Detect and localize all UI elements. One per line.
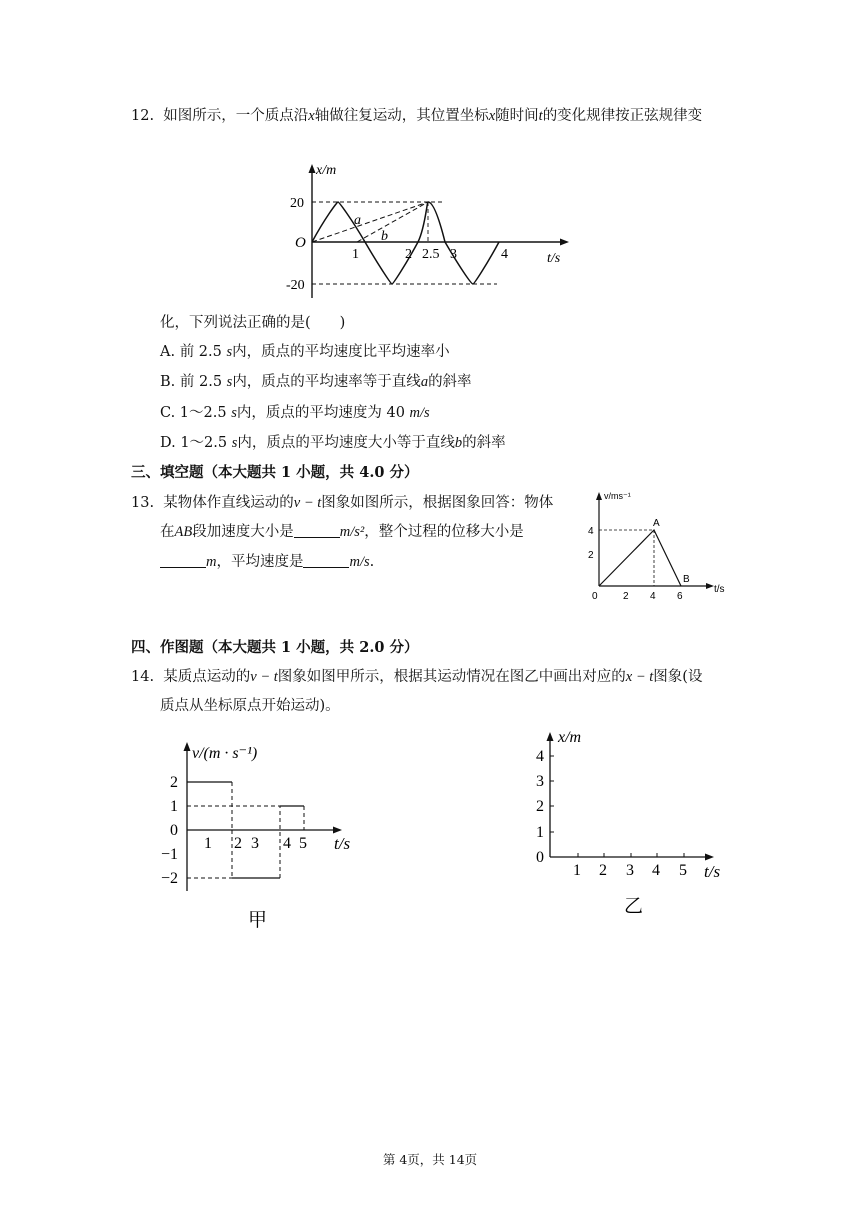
var: v − t: [293, 495, 322, 511]
stem-text: 轴做往复运动，其位置坐标: [314, 108, 489, 124]
var: x − t: [625, 669, 654, 685]
unit: s: [226, 374, 233, 390]
graph-jia: [150, 736, 365, 936]
option-label: C.: [160, 405, 176, 421]
stem-text: 的变化规律按正弦规律变: [542, 108, 703, 124]
y-axis-arrow: [184, 742, 191, 751]
section-4-title: 四、作图题（本大题共 1 小题，共 2.0 分）: [131, 639, 419, 656]
unit: m/s²: [339, 524, 365, 540]
stem-text: .: [369, 554, 375, 570]
stem-text: 如图所示，一个质点沿: [163, 108, 309, 124]
option-text: 1～2.5: [179, 405, 232, 421]
y-tick-label: −1: [161, 846, 179, 863]
stem-text: 段加速度大小是: [192, 524, 294, 540]
x-tick-label: 1: [204, 835, 212, 852]
x-tick-label: 3: [251, 835, 259, 852]
y-axis-arrow: [596, 492, 602, 500]
x-axis-label: t/s: [334, 834, 351, 853]
option-text: 的斜率: [428, 374, 472, 390]
x-tick-label: 2.5: [422, 247, 440, 262]
x-tick-label: 3: [626, 862, 634, 879]
unit: m/s: [409, 405, 430, 421]
x-tick-label: 5: [299, 835, 307, 852]
unit: s: [231, 405, 237, 421]
caption-jia: 甲: [248, 910, 268, 931]
y-axis-arrow: [547, 732, 554, 741]
unit: s: [231, 435, 238, 451]
line-b: [357, 202, 428, 242]
question-number: 13.: [131, 495, 155, 511]
option-label: B.: [160, 374, 176, 390]
x-tick-label: 2: [623, 591, 629, 602]
y-tick-label: 20: [290, 196, 304, 211]
y-axis-label: x/m: [558, 729, 582, 746]
answer-blank[interactable]: [294, 523, 340, 538]
option-text: 内，质点的平均速率等于直线: [232, 374, 421, 390]
stem-text: 图象(设: [653, 669, 703, 685]
y-tick-label: -20: [286, 278, 305, 293]
option-label: A.: [160, 344, 176, 360]
x-tick-label: 1: [573, 862, 581, 879]
y-tick-label: 4: [536, 748, 544, 765]
y-tick-label: −2: [161, 870, 179, 887]
option-text: 内，质点的平均速度比平均速率小: [232, 344, 450, 360]
graph-yi: [528, 722, 743, 922]
x-axis-label: t/s: [714, 584, 725, 595]
stem-text: 图象如图甲所示，根据其运动情况在图乙中画出对应的: [277, 669, 626, 685]
question-number: 14.: [131, 669, 155, 685]
stem-text: ，整个过程的位移大小是: [364, 524, 524, 540]
stem-text: 图象如图所示，根据图象回答：物体: [321, 495, 554, 511]
option-a: [160, 340, 450, 361]
stem-text: 在: [160, 524, 175, 540]
option-text: 前 2.5: [179, 374, 227, 390]
caption-yi: 乙: [624, 896, 644, 917]
y-axis-label: v/ms⁻¹: [604, 491, 631, 501]
y-tick-label: 1: [170, 798, 178, 815]
y-axis-label: v/(m · s⁻¹): [192, 745, 258, 762]
question-12-graph: [285, 158, 580, 303]
stem-text: 随时间: [495, 108, 539, 124]
page-footer: 第 4页，共 14页: [382, 1152, 478, 1167]
y-axis-label: x/m: [316, 163, 337, 178]
option-b: [160, 370, 472, 391]
question-13-line1: [131, 491, 553, 512]
x-tick-label: 1: [352, 247, 359, 262]
option-text: 前 2.5: [179, 344, 227, 360]
question-13-graph: [584, 488, 734, 606]
x-tick-label: 2: [405, 247, 412, 262]
y-tick-label: 2: [536, 798, 544, 815]
stem-text: ，平均速度是: [216, 554, 304, 570]
question-12-stem: [131, 104, 702, 125]
var: v − t: [250, 669, 278, 685]
option-text: 内，质点的平均速度大小等于直线: [237, 435, 455, 451]
var: AB: [174, 524, 193, 540]
question-number: 12.: [131, 108, 155, 124]
line-a: [312, 202, 428, 242]
option-text: 1～2.5: [180, 435, 232, 451]
unit: m: [206, 554, 217, 570]
x-tick-label: 3: [450, 247, 457, 262]
question-14-line1: [131, 665, 702, 686]
stem-text: 某质点运动的: [163, 669, 251, 685]
x-axis-arrow: [333, 827, 342, 834]
y-tick-label: 2: [588, 550, 594, 561]
question-12-stem-end: 化，下列说法正确的是( ): [160, 315, 346, 331]
x-tick-label: 0: [592, 591, 598, 602]
sine-curve: [312, 202, 499, 284]
var: b: [454, 435, 463, 451]
answer-blank[interactable]: [160, 553, 206, 568]
x-axis-label: t/s: [547, 251, 561, 266]
var: a: [420, 374, 429, 390]
point-a-label: A: [653, 518, 660, 529]
line-a-label: a: [354, 213, 361, 228]
y-tick-label: 2: [170, 774, 178, 791]
option-text: 的斜率: [462, 435, 506, 451]
question-13-line3: [160, 550, 374, 571]
x-tick-label: 5: [679, 862, 687, 879]
x-tick-label: 6: [677, 591, 683, 602]
var: x: [308, 108, 315, 124]
y-tick-label: 4: [588, 526, 594, 537]
x-axis-arrow: [705, 854, 714, 861]
option-d: [160, 431, 506, 452]
origin-label: O: [295, 235, 306, 251]
y-tick-label: 0: [170, 822, 178, 839]
option-text: 内，质点的平均速度为 40: [236, 405, 410, 421]
y-axis-arrow: [309, 164, 316, 173]
y-tick-label: 3: [536, 773, 544, 790]
y-tick-label: 0: [536, 849, 544, 866]
vt-line: [599, 530, 681, 586]
var: t: [538, 108, 543, 124]
x-tick-label: 4: [283, 835, 291, 852]
x-tick-label: 4: [650, 591, 656, 602]
x-axis-label: t/s: [704, 862, 721, 881]
x-tick-label: 2: [234, 835, 242, 852]
unit: s: [226, 344, 233, 360]
var: x: [488, 108, 496, 124]
y-tick-label: 1: [536, 824, 544, 841]
question-13-line2: [160, 520, 524, 541]
x-axis-arrow: [706, 583, 714, 589]
unit: m/s: [349, 554, 370, 570]
x-tick-label: 4: [501, 247, 508, 262]
section-3-title: 三、填空题（本大题共 1 小题，共 4.0 分）: [131, 464, 419, 481]
x-axis-arrow: [560, 239, 569, 246]
option-c: [160, 401, 430, 422]
point-b-label: B: [683, 574, 690, 585]
question-14-line2: 质点从坐标原点开始运动)。: [160, 698, 340, 714]
line-b-label: b: [381, 229, 388, 244]
option-label: D.: [160, 435, 176, 451]
stem-text: 某物体作直线运动的: [163, 495, 294, 511]
x-tick-label: 4: [652, 862, 660, 879]
answer-blank[interactable]: [303, 553, 349, 568]
x-tick-label: 2: [599, 862, 607, 879]
